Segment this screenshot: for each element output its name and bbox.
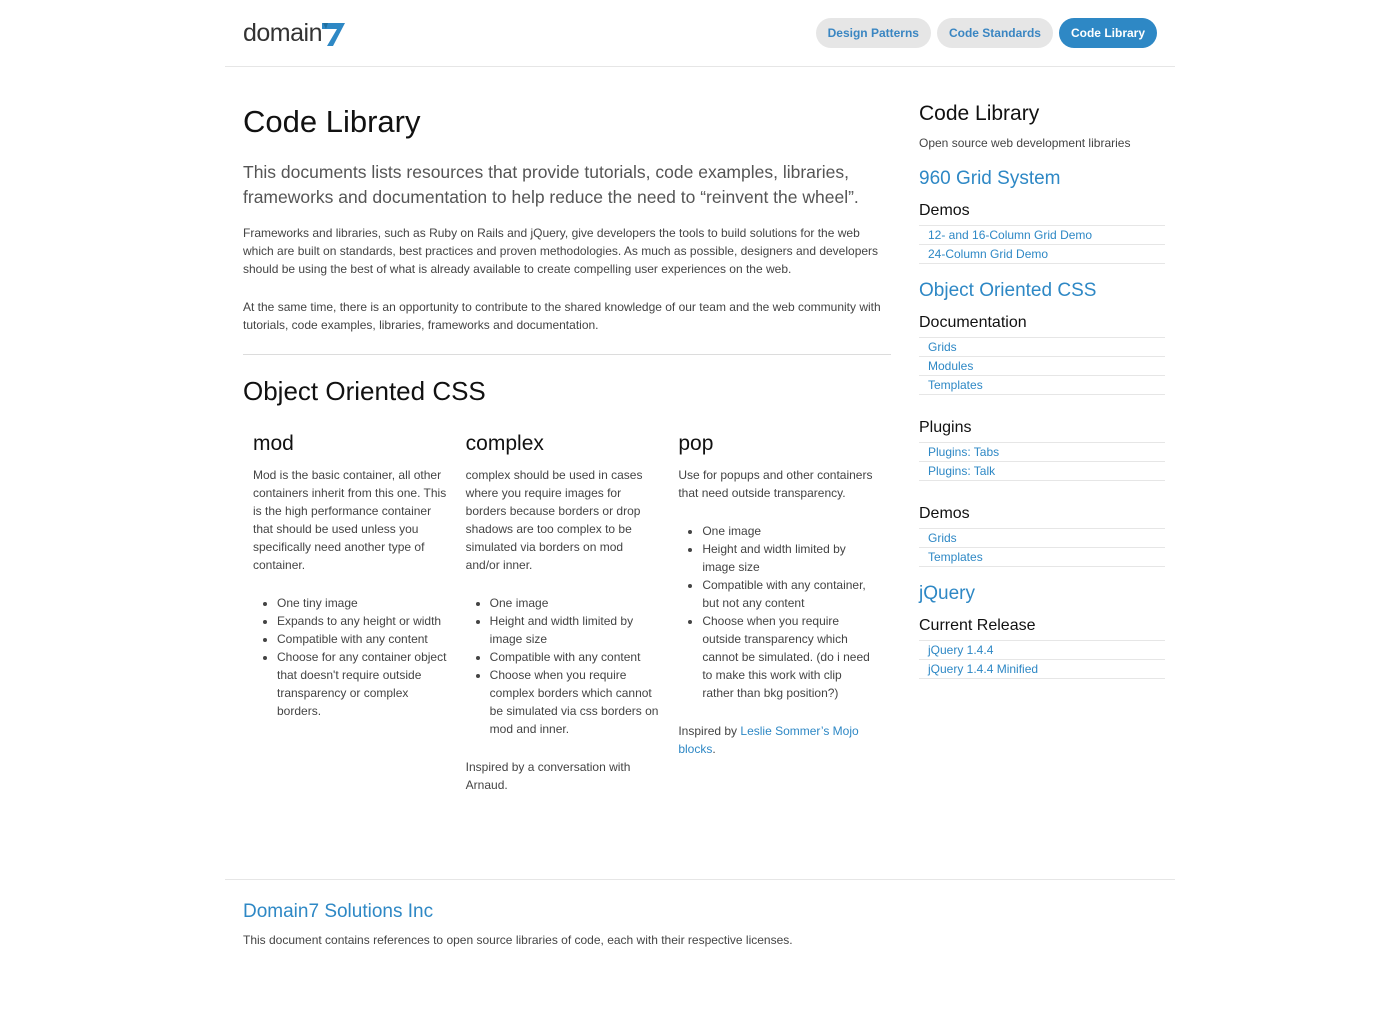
feature-item: • Expands to any height or width <box>277 612 448 630</box>
nav-code-library[interactable]: Code Library <box>1059 18 1157 48</box>
sidebar-section-960 <box>919 166 1165 192</box>
sidebar-title: Code Library <box>919 102 1040 125</box>
link-jquery[interactable]: jQuery <box>919 583 975 604</box>
sidebar-section-jquery <box>919 581 1165 607</box>
feature-item: • Height and width limited by image size <box>490 612 661 648</box>
column-description: Use for popups and other containers that need outside transparency. <box>678 468 873 500</box>
link-plugins-talk[interactable]: Plugins: Talk <box>928 464 996 478</box>
main-content <box>243 102 891 794</box>
link-jquery-144-minified[interactable]: jQuery 1.4.4 Minified <box>928 662 1039 676</box>
spacer <box>919 395 1165 409</box>
feature-item: • Choose when you require complex borders which cannot be simulated via css borders on mod and inner. <box>490 666 661 738</box>
list-item <box>919 443 1165 462</box>
intro-paragraph: Frameworks and libraries, such as Ruby on Rails and jQuery, give developers the tools to build solutions for the web which are built on standards, best practices and proven methodologies. As much as possible, designers and developers should be using the best of what is already available to create compelling user experiences on the web. <box>243 226 879 276</box>
column-credit <box>678 722 873 758</box>
link-domain7-solutions[interactable]: Domain7 Solutions Inc <box>243 901 434 922</box>
credit-suffix: . <box>712 742 716 756</box>
column-complex <box>466 430 679 794</box>
section-divider <box>243 354 891 355</box>
list-item <box>919 338 1165 357</box>
link-12-16-column-demo[interactable]: 12- and 16-Column Grid Demo <box>928 228 1093 242</box>
oocss-columns <box>243 430 891 794</box>
mojo-blocks-link[interactable]: Leslie Sommer’s Mojo blocks <box>678 724 859 756</box>
sidebar-description: Open source web development libraries <box>919 136 1131 150</box>
sidebar-subheading: Demos <box>919 202 970 219</box>
feature-list <box>466 594 661 738</box>
list-item <box>919 529 1165 548</box>
feature-item: • One image <box>702 522 873 540</box>
column-description: Mod is the basic container, all other containers inherit from this one. This is the high performance container that should be used unless you specifically need another type of container. <box>253 468 447 572</box>
sidebar-section-oocss <box>919 278 1165 304</box>
column-pop <box>678 430 891 794</box>
list-item <box>919 245 1165 264</box>
link-docs-modules[interactable]: Modules <box>928 359 974 373</box>
spacer <box>919 481 1165 495</box>
feature-item: • Compatible with any container, but not any content <box>702 576 873 612</box>
logo-seven-mark <box>320 21 346 47</box>
sidebar-subheading: Plugins <box>919 419 972 436</box>
sidebar-subheading: Documentation <box>919 314 1027 331</box>
lead-paragraph: This documents lists resources that provide tutorials, code examples, libraries, frameworks and documentation to help reduce the need to “reinvent the wheel”. <box>243 162 859 207</box>
feature-item: • Choose for any container object that doesn't require outside transparency or complex borders. <box>277 648 448 720</box>
link-demos-templates[interactable]: Templates <box>928 550 983 564</box>
link-960-grid[interactable]: 960 Grid System <box>919 168 1061 189</box>
feature-item: • Height and width limited by image size <box>702 540 873 576</box>
logo-wordmark: domain <box>243 19 322 47</box>
list-item <box>919 462 1165 481</box>
top-nav <box>816 18 1157 48</box>
sidebar-list-oocss-demos <box>919 528 1165 567</box>
column-description: complex should be used in cases where you require images for borders because borders or drop shadows are too complex to be simulated via borders on mod and/or inner. <box>465 468 643 572</box>
column-title: complex <box>465 432 544 455</box>
list-item <box>919 376 1165 395</box>
column-title: pop <box>678 432 714 455</box>
feature-item: • Compatible with any content <box>490 648 661 666</box>
footer-text: This document contains references to open source libraries of code, each with their respective licenses. <box>243 933 793 947</box>
feature-item: • Choose when you require outside transparency which cannot be simulated. (do i need to make this work with clip rather than bkg position?) <box>702 612 873 702</box>
page-title: Code Library <box>243 104 421 139</box>
sidebar-subheading: Current Release <box>919 617 1036 634</box>
nav-design-patterns[interactable]: Design Patterns <box>816 18 931 48</box>
credit-prefix: Inspired by <box>678 724 741 738</box>
link-jquery-144[interactable]: jQuery 1.4.4 <box>928 643 994 657</box>
section-title-oocss: Object Oriented CSS <box>243 376 486 406</box>
feature-list <box>678 522 873 702</box>
feature-list <box>253 594 448 720</box>
site-footer <box>225 879 1175 949</box>
domain7-logo[interactable] <box>243 15 346 47</box>
link-demos-grids[interactable]: Grids <box>928 531 957 545</box>
sidebar <box>919 100 1165 679</box>
link-docs-templates[interactable]: Templates <box>928 378 983 392</box>
list-item <box>919 226 1165 245</box>
feature-item: • Compatible with any content <box>277 630 448 648</box>
nav-code-standards[interactable]: Code Standards <box>937 18 1053 48</box>
column-title: mod <box>253 432 294 455</box>
link-plugins-tabs[interactable]: Plugins: Tabs <box>928 445 1000 459</box>
feature-item: • One image <box>490 594 661 612</box>
link-oocss[interactable]: Object Oriented CSS <box>919 280 1097 301</box>
link-docs-grids[interactable]: Grids <box>928 340 957 354</box>
sidebar-subheading: Demos <box>919 505 970 522</box>
link-24-column-demo[interactable]: 24-Column Grid Demo <box>928 247 1049 261</box>
sidebar-list-960-demos <box>919 225 1165 264</box>
contribute-paragraph: At the same time, there is an opportunity to contribute to the shared knowledge of our team and the web community with tutorials, code examples, libraries, frameworks and documentation. <box>243 300 881 332</box>
column-credit: Inspired by a conversation with Arnaud. <box>465 760 631 792</box>
list-item <box>919 660 1165 679</box>
footer-title <box>243 899 1175 925</box>
site-header <box>225 0 1175 67</box>
list-item <box>919 641 1165 660</box>
list-item <box>919 357 1165 376</box>
sidebar-list-oocss-docs <box>919 337 1165 395</box>
sidebar-list-jquery-releases <box>919 640 1165 679</box>
sidebar-list-oocss-plugins <box>919 442 1165 481</box>
list-item <box>919 548 1165 567</box>
column-mod <box>253 430 466 794</box>
feature-item: • One tiny image <box>277 594 448 612</box>
